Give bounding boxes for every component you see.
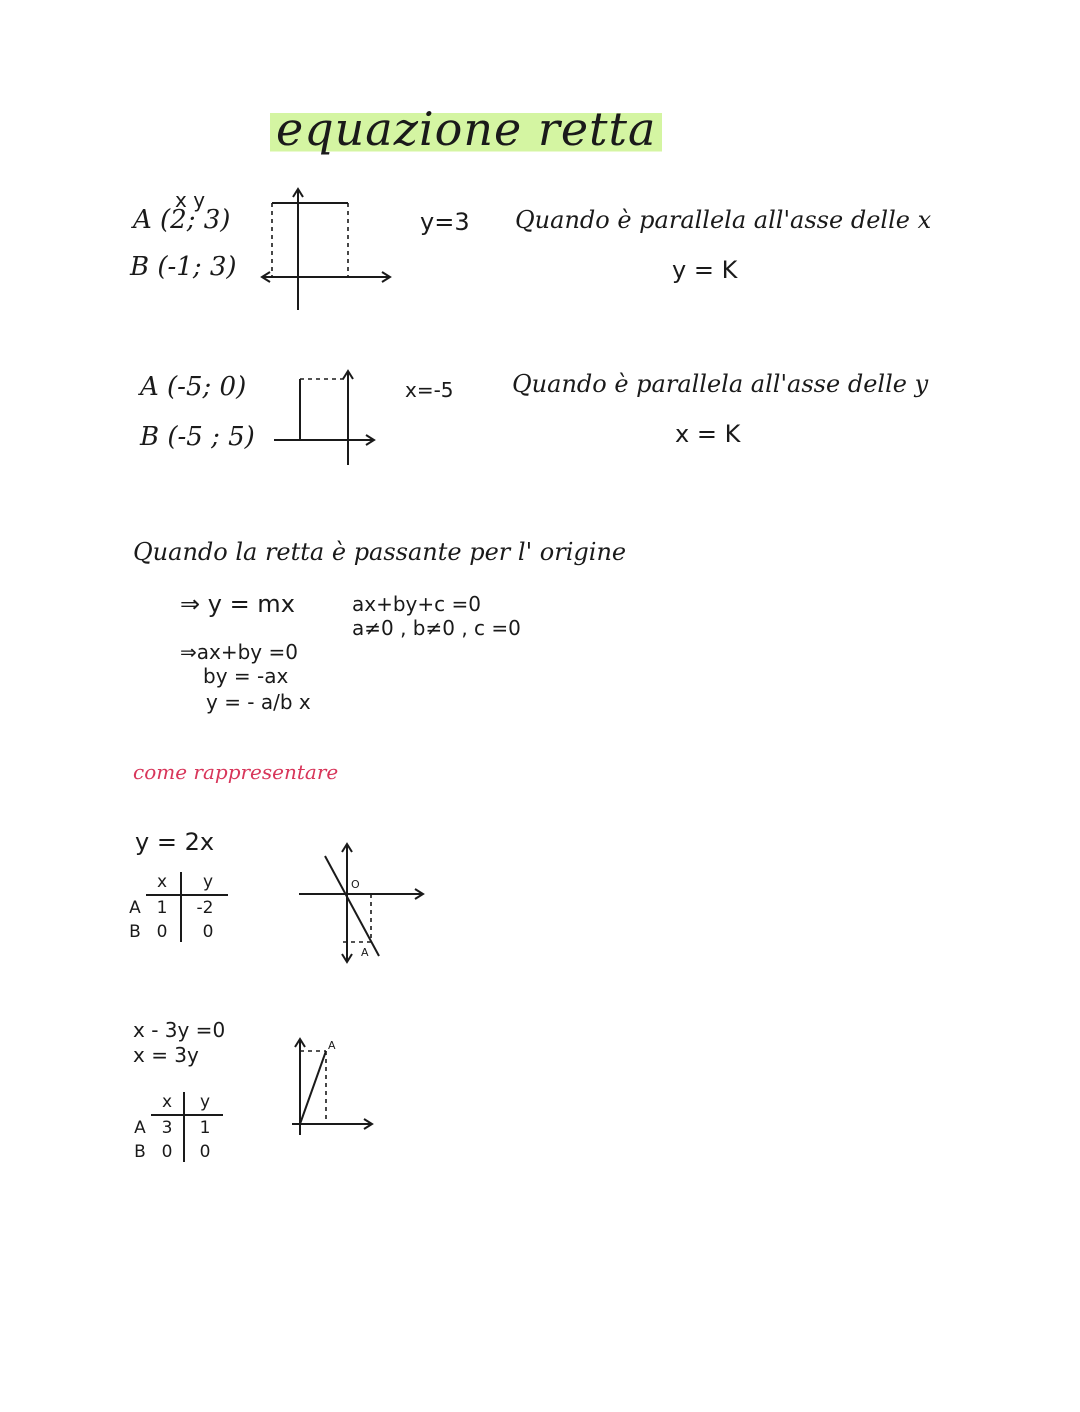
- table1-header-x: x: [156, 872, 168, 892]
- general-form: ax+by+c =0: [352, 592, 481, 616]
- point-a-2: A (-5; 0): [140, 372, 247, 402]
- graph-x-3y: [290, 1035, 390, 1145]
- table1-row-b-x: 0: [156, 922, 168, 942]
- graph2-point-a-label: A: [328, 1039, 336, 1052]
- section-heading-rappresentare: come rappresentare: [133, 760, 339, 784]
- table1-row-a-label: A: [129, 898, 141, 918]
- eq-ax-by: ⇒ax+by =0: [180, 640, 298, 664]
- graph-horizontal-line: [260, 185, 400, 315]
- table2-row-a-label: A: [134, 1118, 146, 1138]
- point-b: B (-1; 3): [130, 252, 237, 282]
- point-b-2: B (-5 ; 5): [140, 422, 255, 452]
- table2-header-y: y: [199, 1092, 211, 1112]
- graph-y-2x: [295, 838, 435, 968]
- description-parallel-x: Quando è parallela all'asse delle x: [515, 206, 932, 234]
- table1-row-b-y: 0: [202, 922, 214, 942]
- origin-heading: Quando la retta è passante per l' origine: [133, 538, 627, 566]
- table1-row-a-x: 1: [156, 898, 168, 918]
- point-a: A (2; 3): [133, 205, 231, 235]
- xy-column-label: x y: [175, 188, 206, 212]
- table2-header-x: x: [161, 1092, 173, 1112]
- eq-by-ax: by = -ax: [203, 664, 289, 688]
- table1-row-a-y: -2: [196, 898, 214, 918]
- general-conditions: a≠0 , b≠0 , c =0: [352, 616, 521, 640]
- eq-y-ab-x: y = - a/b x: [206, 690, 311, 714]
- value-table-1: [128, 872, 238, 944]
- table2-row-b-y: 0: [199, 1142, 211, 1162]
- eq-y-mx: ⇒ y = mx: [180, 590, 295, 618]
- eq-y-2x: y = 2x: [135, 828, 215, 856]
- equation-x-5: x=-5: [405, 378, 454, 402]
- graph-vertical-line: [270, 365, 390, 475]
- value-table-2: [133, 1092, 233, 1164]
- table1-row-b-label: B: [129, 922, 141, 942]
- page-title: equazione retta: [270, 102, 662, 156]
- table1-header-y: y: [202, 872, 214, 892]
- table2-row-a-x: 3: [161, 1118, 173, 1138]
- graph1-origin-label: O: [351, 878, 360, 891]
- table2-row-a-y: 1: [199, 1118, 211, 1138]
- table2-row-b-label: B: [134, 1142, 146, 1162]
- eq-x-3y: x = 3y: [133, 1043, 199, 1067]
- formula-x-k: x = K: [675, 420, 741, 448]
- description-parallel-y: Quando è parallela all'asse delle y: [512, 370, 929, 398]
- eq-x-3y-0: x - 3y =0: [133, 1018, 226, 1042]
- formula-y-k: y = K: [672, 256, 738, 284]
- graph1-point-a-label: A: [361, 946, 369, 959]
- equation-y3: y=3: [420, 208, 470, 236]
- table2-row-b-x: 0: [161, 1142, 173, 1162]
